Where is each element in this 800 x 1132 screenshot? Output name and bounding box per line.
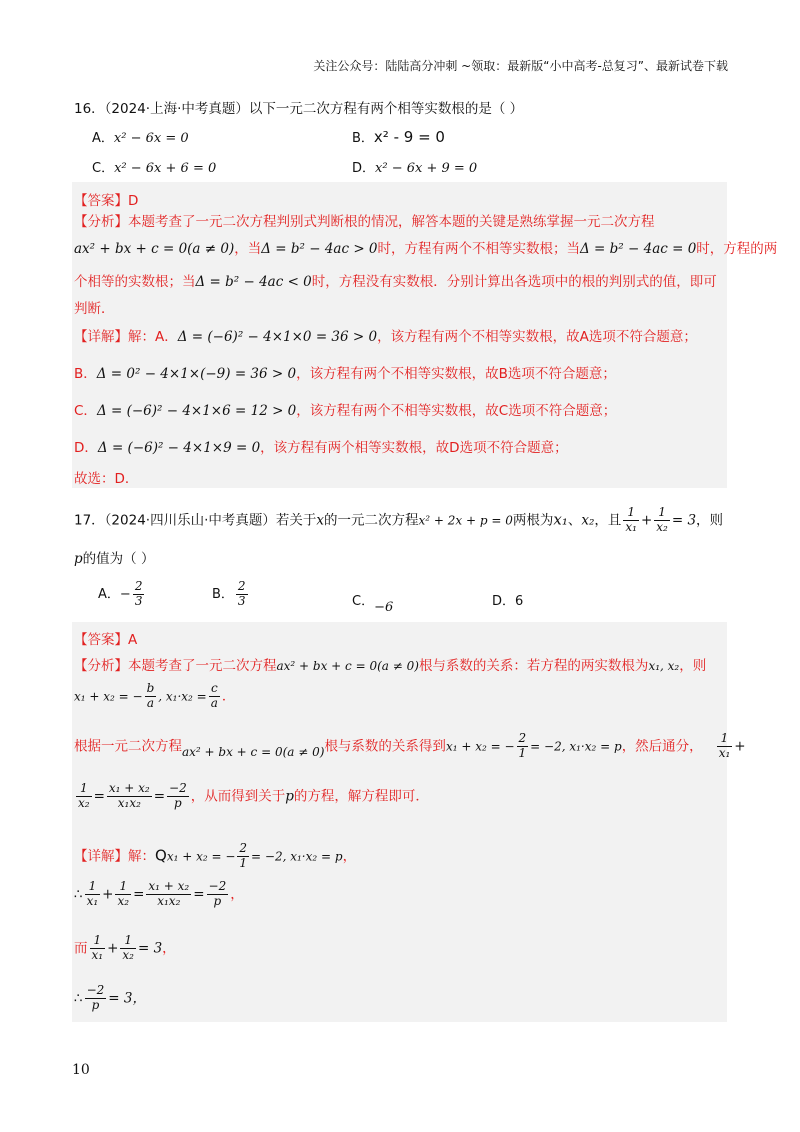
q16-option-a[interactable]: A．x² − 6x = 0 bbox=[92, 131, 189, 146]
q17-detail-line2: ∴ $\frac{1}{\text{x₁}}$ + $\frac{1}{\text{x₂}}$ = $\frac{\text{x₁ + x₂}}{\text{x₁x₂}}$ = $\frac{-2}{p}$ ， bbox=[74, 879, 244, 908]
q16-choose: 故选：D． bbox=[74, 471, 139, 487]
q16-stem: 16．（2024·上海·中考真题）以下一元二次方程有两个相等实数根的是（ ） bbox=[74, 101, 524, 117]
frac-1-over-x1: $\frac{1}{\text{x₁}}$ bbox=[625, 505, 637, 534]
page-number: 10 bbox=[72, 1062, 90, 1078]
q17-stem-line1: 17．（2024·四川乐山·中考真题）若关于x的一元二次方程x² + 2x + p = 0两根为x₁、x₂，且 $\frac{1}{\text{x₁}}$ + $\frac{1}{\text{x₂}}$ = 3，则 bbox=[74, 505, 724, 534]
q16-detail-a: 【详解】解：A．Δ = (−6)² − 4×1×0 = 36 > 0，该方程有两个不相等实数根，故A选项不符合题意； bbox=[74, 329, 697, 345]
q17-option-d[interactable]: D．6 bbox=[492, 594, 524, 609]
q17-option-a[interactable]: A．− $\frac{2}{3}$ bbox=[98, 579, 143, 608]
q17-stem-line2: p的值为（ ） bbox=[74, 551, 155, 567]
q17-analysis-line1: 【分析】本题考查了一元二次方程ax² + bx + c = 0(a ≠ 0)根与系数的关系：若方程的两实数根为x₁, x₂，则 bbox=[74, 658, 707, 674]
q16-option-b[interactable]: B．x² - 9 = 0 bbox=[352, 128, 445, 146]
q17-analysis-line3: 根据一元二次方程ax² + bx + c = 0(a ≠ 0)根与系数的关系得到x₁ + x₂ = − $\frac{2}{1}$ = −2, x₁·x₂ = p，然后通分， $\frac{1}{\text{x₁}}$ + bbox=[74, 731, 746, 760]
q17-detail-line1: 【详解】解：Qx₁ + x₂ = − $\frac{2}{1}$ = −2, x₁·x₂ = p， bbox=[74, 841, 357, 870]
q16-detail-d: D．Δ = (−6)² − 4×1×9 = 0，该方程有两个相等实数根，故D选项不符合题意； bbox=[74, 440, 568, 456]
q16-analysis-line3: 个相等的实数根；当Δ = b² − 4ac < 0时，方程没有实数根．分别计算出各选项中的根的判别式的值，即可 bbox=[74, 274, 717, 290]
q16-analysis-line2: ax² + bx + c = 0(a ≠ 0)，当Δ = b² − 4ac > 0时，方程有两个不相等实数根；当Δ = b² − 4ac = 0时，方程的两 bbox=[74, 241, 778, 257]
q16-option-c[interactable]: C．x² − 6x + 6 = 0 bbox=[92, 161, 217, 176]
q17-option-c[interactable]: C．−6 bbox=[352, 594, 394, 615]
q17-answer: 【答案】A bbox=[74, 632, 138, 648]
frac-1-over-x2: $\frac{1}{\text{x₂}}$ bbox=[656, 505, 668, 534]
q16-answer: 【答案】D bbox=[74, 193, 139, 209]
q16-analysis-line4: 判断． bbox=[74, 301, 115, 317]
q16-option-d[interactable]: D．x² − 6x + 9 = 0 bbox=[352, 161, 478, 176]
q17-analysis-line4: $\frac{1}{\text{x₂}}$ = $\frac{\text{x₁ + x₂}}{\text{x₁x₂}}$ = $\frac{-2}{p}$ ，从而得到关于p的方程，解方程即可． bbox=[78, 781, 429, 810]
q16-detail-c: C．Δ = (−6)² − 4×1×6 = 12 > 0，该方程有两个不相等实数根，故C选项不符合题意； bbox=[74, 403, 617, 419]
q17-detail-line4: ∴ $\frac{-2}{p}$ = 3， bbox=[74, 983, 146, 1012]
q17-analysis-line2: x₁ + x₂ = − $\frac{b}{a}$ , x₁·x₂ = $\frac{c}{a}$ ． bbox=[74, 681, 236, 710]
q16-detail-b: B．Δ = 0² − 4×1×(−9) = 36 > 0，该方程有两个不相等实数根，故B选项不符合题意； bbox=[74, 366, 616, 382]
q17-detail-line3: 而 $\frac{1}{\text{x₁}}$ + $\frac{1}{\text{x₂}}$ = 3， bbox=[74, 933, 176, 962]
page-header: 关注公众号：陆陆高分冲刺 ~领取：最新版“小中高考-总复习”、最新试卷下载 bbox=[313, 59, 728, 73]
q16-analysis-line1: 【分析】本题考查了一元二次方程判别式判断根的情况，解答本题的关键是熟练掌握一元二次方程 bbox=[74, 214, 655, 230]
q17-option-b[interactable]: B． $\frac{2}{3}$ bbox=[212, 579, 246, 608]
